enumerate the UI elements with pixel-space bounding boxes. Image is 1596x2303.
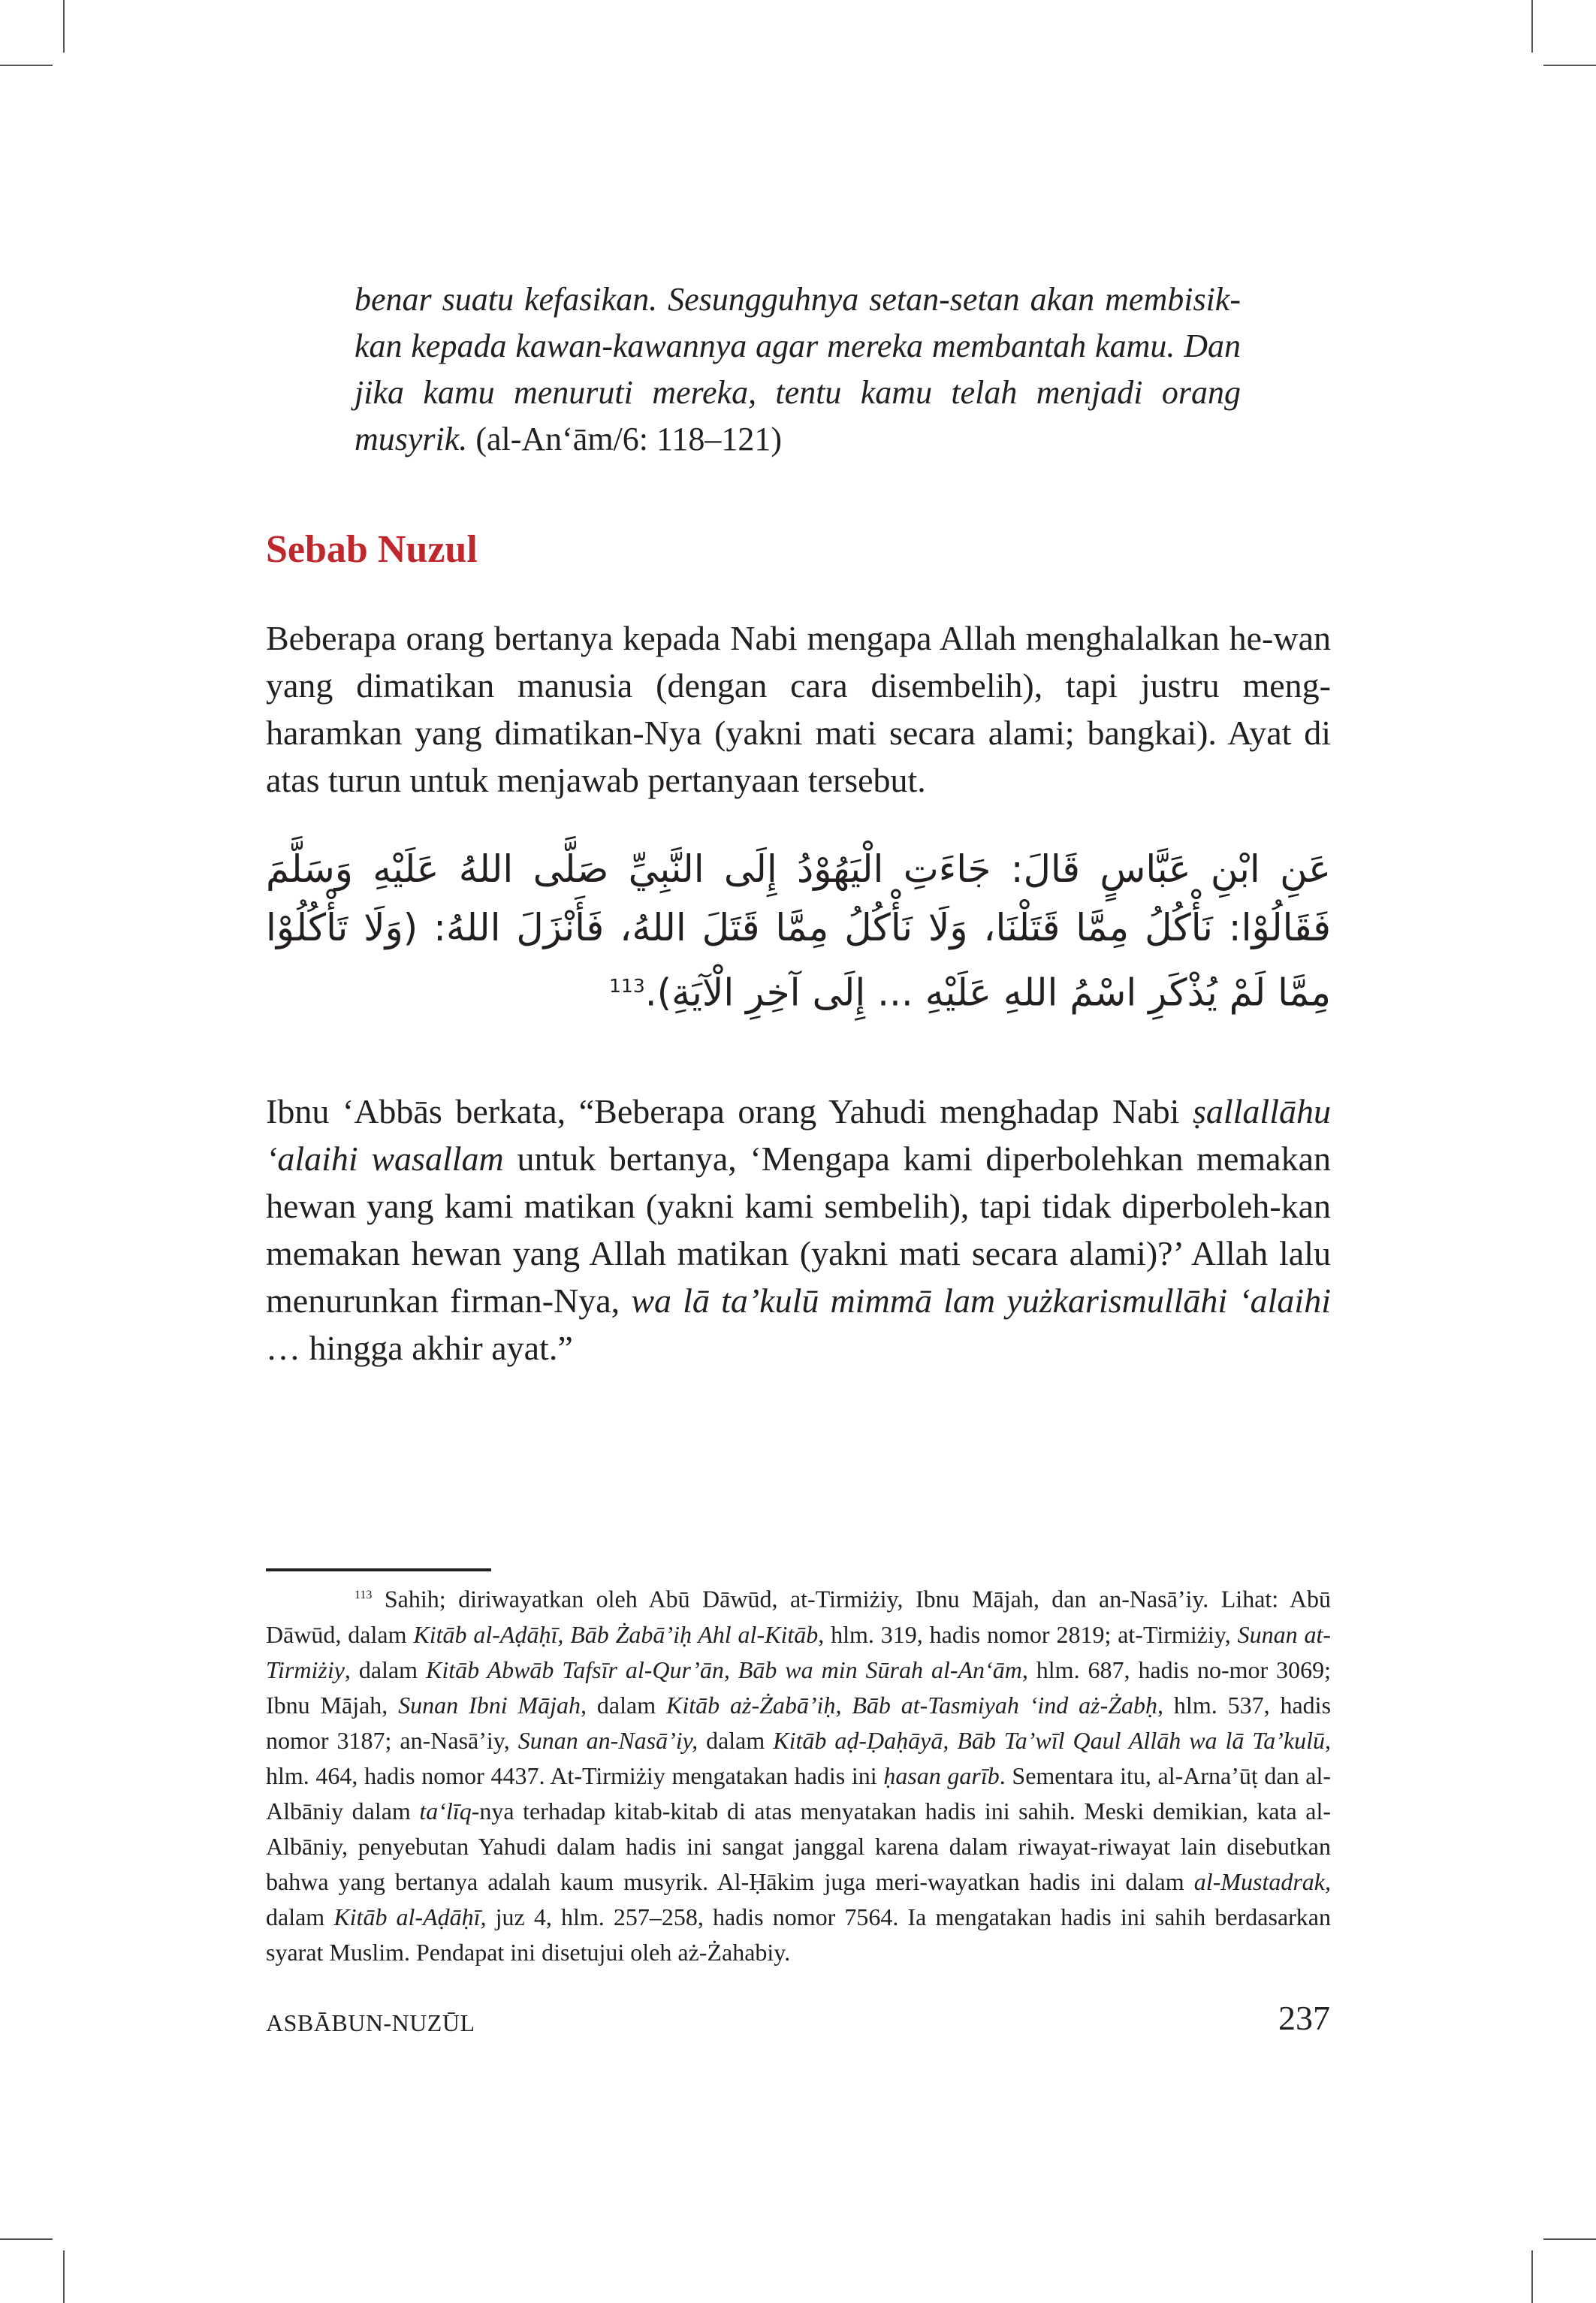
fn-text: juz 4, hlm. 257–258, hadis nomor 7564. Ia mengatakan hadis ini sahih berdasarkan syarat Muslim. Pendapat ini disetujui oleh aż-Żahabiy.: [266, 1903, 1332, 1966]
fn-italic: Kitāb al-Aḍāḥī, Bāb Żabā’iḥ Ahl al-Kitāb: [413, 1620, 819, 1648]
verse-translation-quote: [354, 276, 1241, 463]
fn-text: Sahih; diriwayatkan oleh Abū Dāwūd, at-Tirmiżiy, Ibnu Mājah, dan an-Nasā’iy. Lihat: Abū Dāwūd, dalam: [266, 1585, 1331, 1648]
crop-mark: [63, 0, 65, 53]
crop-mark: [1531, 2250, 1533, 2303]
crop-mark: [1531, 0, 1533, 53]
fn-text: , dalam: [344, 1656, 427, 1683]
p2-italic: wa lā ta’kulū mimmā lam yużkarismullāhi ‘alaihi: [631, 1281, 1331, 1320]
fn-italic: Sunan at-Tirmiżiy: [266, 1620, 1332, 1683]
footnote-divider: [266, 1568, 491, 1571]
fn-italic: Kitāb aż-Żabā’iḥ, Bāb at-Tasmiyah ‘ind aż-Żabḥ: [665, 1691, 1158, 1719]
crop-mark: [1543, 2238, 1596, 2240]
fn-text: dalam: [587, 1691, 666, 1719]
crop-mark: [1543, 65, 1596, 66]
p2-text: untuk bertanya, ‘Mengapa kami diperbolehkan memakan hewan yang kami matikan (yakni kami sembelih), tapi tidak diperboleh-kan memakan hewan yang Allah matikan (yakni mati secara alami)?’ Allah lalu menurunkan firman-Nya,: [266, 1139, 1331, 1320]
section-heading: Sebab Nuzul: [266, 528, 478, 571]
p2-italic: ṣallallāhu ‘alaihi wasallam: [266, 1092, 1331, 1178]
p2-text: … hingga akhir ayat.”: [266, 1329, 573, 1367]
fn-text: , hlm. 319, hadis nomor 2819; at-Tirmiżiy,: [818, 1620, 1238, 1648]
quote-reference: (al-An‘ām/6: 118–121): [475, 421, 783, 457]
paragraph-2: [266, 1088, 1331, 1372]
fn-italic: Kitāb Abwāb Tafsīr al-Qur’ān, Bāb wa min Sūrah al-An‘ām: [426, 1656, 1022, 1683]
arabic-text: عَنِ ابْنِ عَبَّاسٍ قَالَ: جَاءَتِ الْيَهُوْدُ إِلَى النَّبِيِّ صَلَّى اللهُ عَلَيْهِ وَسَلَّمَ فَقَالُوْا: نَأْكُلُ مِمَّا قَتَلْنَا، وَلَا نَأْكُلُ مِمَّا قَتَلَ اللهُ، فَأَنْزَلَ اللهُ: (وَلَا تَأْكُلُوْا مِمَّا لَمْ يُذْكَرِ اسْمُ اللهِ عَلَيْهِ ... إِلَى آخِرِ الْآيَةِ).: [266, 847, 1331, 1015]
fn-italic: al-Mustadrak,: [1193, 1867, 1331, 1895]
fn-text: -nya terhadap kitab-kitab di atas menyatakan hadis ini sahih. Meski demikian, kata al-Albāniy, penyebutan Yahudi dalam hadis ini sangat janggal karena dalam riwayat-riwayat lain disebutkan bahwa yang bertanya adalah kaum musyrik. Al-Ḥākim juga meri-wayatkan hadis ini dalam: [266, 1797, 1332, 1895]
crop-mark: [63, 2250, 65, 2303]
fn-italic: Sunan Ibni Mājah,: [398, 1691, 587, 1719]
crop-mark: [0, 65, 53, 66]
fn-italic: ta‘līq: [419, 1797, 472, 1825]
running-title: ASBĀBUN-NUZŪL: [266, 2009, 475, 2036]
fn-text: . Sementara itu, al-Arna’ūṭ dan al-Albāniy dalam: [266, 1761, 1332, 1825]
fn-text: hlm. 464, hadis nomor 4437. At-Tirmiżiy mengatakan hadis ini: [266, 1761, 884, 1789]
fn-italic: ḥasan garīb: [883, 1761, 1000, 1789]
fn-italic: Kitāb al-Aḍāḥī,: [333, 1903, 487, 1930]
arabic-hadith: [266, 840, 1331, 1022]
footnote: [266, 1577, 1331, 1970]
fn-text: , hlm. 537, hadis nomor 3187; an-Nasā’iy,: [266, 1691, 1332, 1754]
fn-italic: Sunan an-Nasā’iy,: [517, 1726, 698, 1754]
fn-text: , hlm. 687, hadis no-mor 3069; Ibnu Mājah,: [266, 1656, 1332, 1719]
paragraph-1: Beberapa orang bertanya kepada Nabi mengapa Allah menghalalkan he-wan yang dimatikan manusia (dengan cara disembelih), tapi justru meng-haramkan yang dimatikan-Nya (yakni mati secara alami; bangkai). Ayat di atas turun untuk menjawab pertanyaan tersebut.: [266, 619, 1331, 799]
crop-mark: [0, 2238, 53, 2240]
fn-italic: Kitāb aḍ-Ḍaḥāyā, Bāb Ta’wīl Qaul Allāh wa lā Ta’kulū,: [773, 1726, 1332, 1754]
footnote-number: 113: [354, 1589, 373, 1601]
quote-text: benar suatu kefasikan. Sesungguhnya setan-setan akan membisik-kan kepada kawan-kawannya agar mereka membantah kamu. Dan jika kamu menuruti mereka, tentu kamu telah menjadi orang musyrik.: [354, 281, 1241, 457]
fn-text: dalam: [698, 1726, 774, 1754]
footnote-ref[interactable]: 113: [609, 975, 645, 997]
p2-text: Ibnu ‘Abbās berkata, “Beberapa orang Yahudi menghadap Nabi: [266, 1092, 1193, 1130]
page-number: 237: [1278, 1999, 1330, 2037]
fn-text: dalam: [266, 1903, 334, 1930]
